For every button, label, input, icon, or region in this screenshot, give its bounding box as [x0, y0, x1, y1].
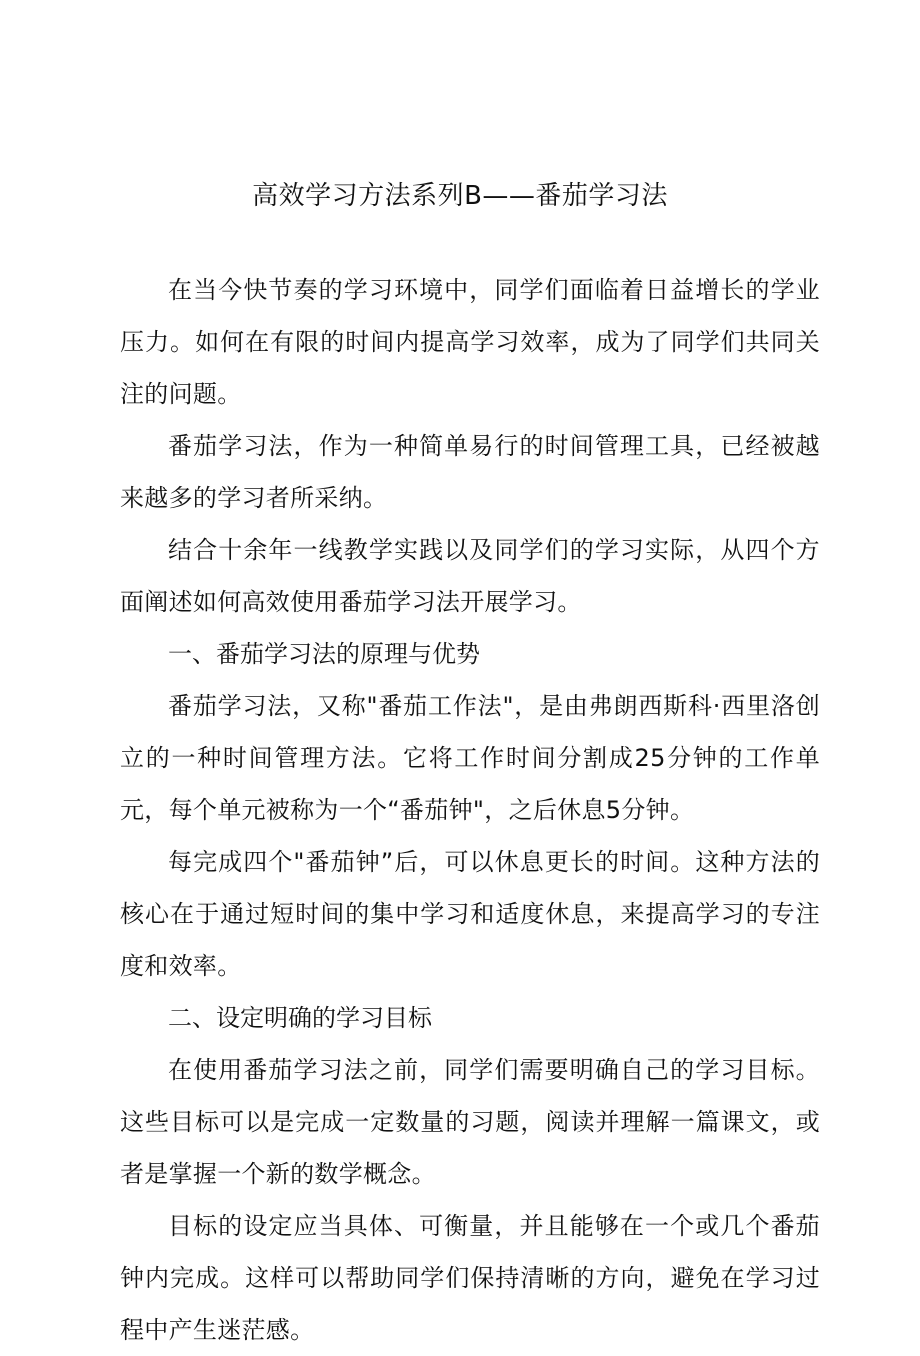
document-body: [120, 264, 820, 1356]
section-heading-1: 一、番茄学习法的原理与优势: [168, 640, 480, 668]
intro-paragraph-2: 番茄学习法，作为一种简单易行的时间管理工具，已经被越来越多的学习者所采纳。: [120, 432, 820, 512]
intro-paragraph-3: 结合十余年一线教学实践以及同学们的学习实际，从四个方面阐述如何高效使用番茄学习法开展学习。: [120, 536, 820, 616]
document-title: 高效学习方法系列B——番茄学习法: [252, 181, 668, 211]
section1-paragraph-1: 番茄学习法，又称"番茄工作法"，是由弗朗西斯科·西里洛创立的一种时间管理方法。它将工作时间分割成25分钟的工作单元，每个单元被称为一个“番茄钟"，之后休息5分钟。: [120, 692, 820, 824]
section2-paragraph-1: 在使用番茄学习法之前，同学们需要明确自己的学习目标。这些目标可以是完成一定数量的习题，阅读并理解一篇课文，或者是掌握一个新的数学概念。: [120, 1056, 820, 1188]
section-heading-2: 二、设定明确的学习目标: [168, 1004, 432, 1032]
intro-paragraph-1: 在当今快节奏的学习环境中，同学们面临着日益增长的学业压力。如何在有限的时间内提高学习效率，成为了同学们共同关注的问题。: [120, 276, 820, 408]
section1-paragraph-2: 每完成四个"番茄钟”后，可以休息更长的时间。这种方法的核心在于通过短时间的集中学习和适度休息，来提高学习的专注度和效率。: [120, 848, 820, 980]
section2-paragraph-2: 目标的设定应当具体、可衡量，并且能够在一个或几个番茄钟内完成。这样可以帮助同学们保持清晰的方向，避免在学习过程中产生迷茫感。: [120, 1212, 820, 1344]
